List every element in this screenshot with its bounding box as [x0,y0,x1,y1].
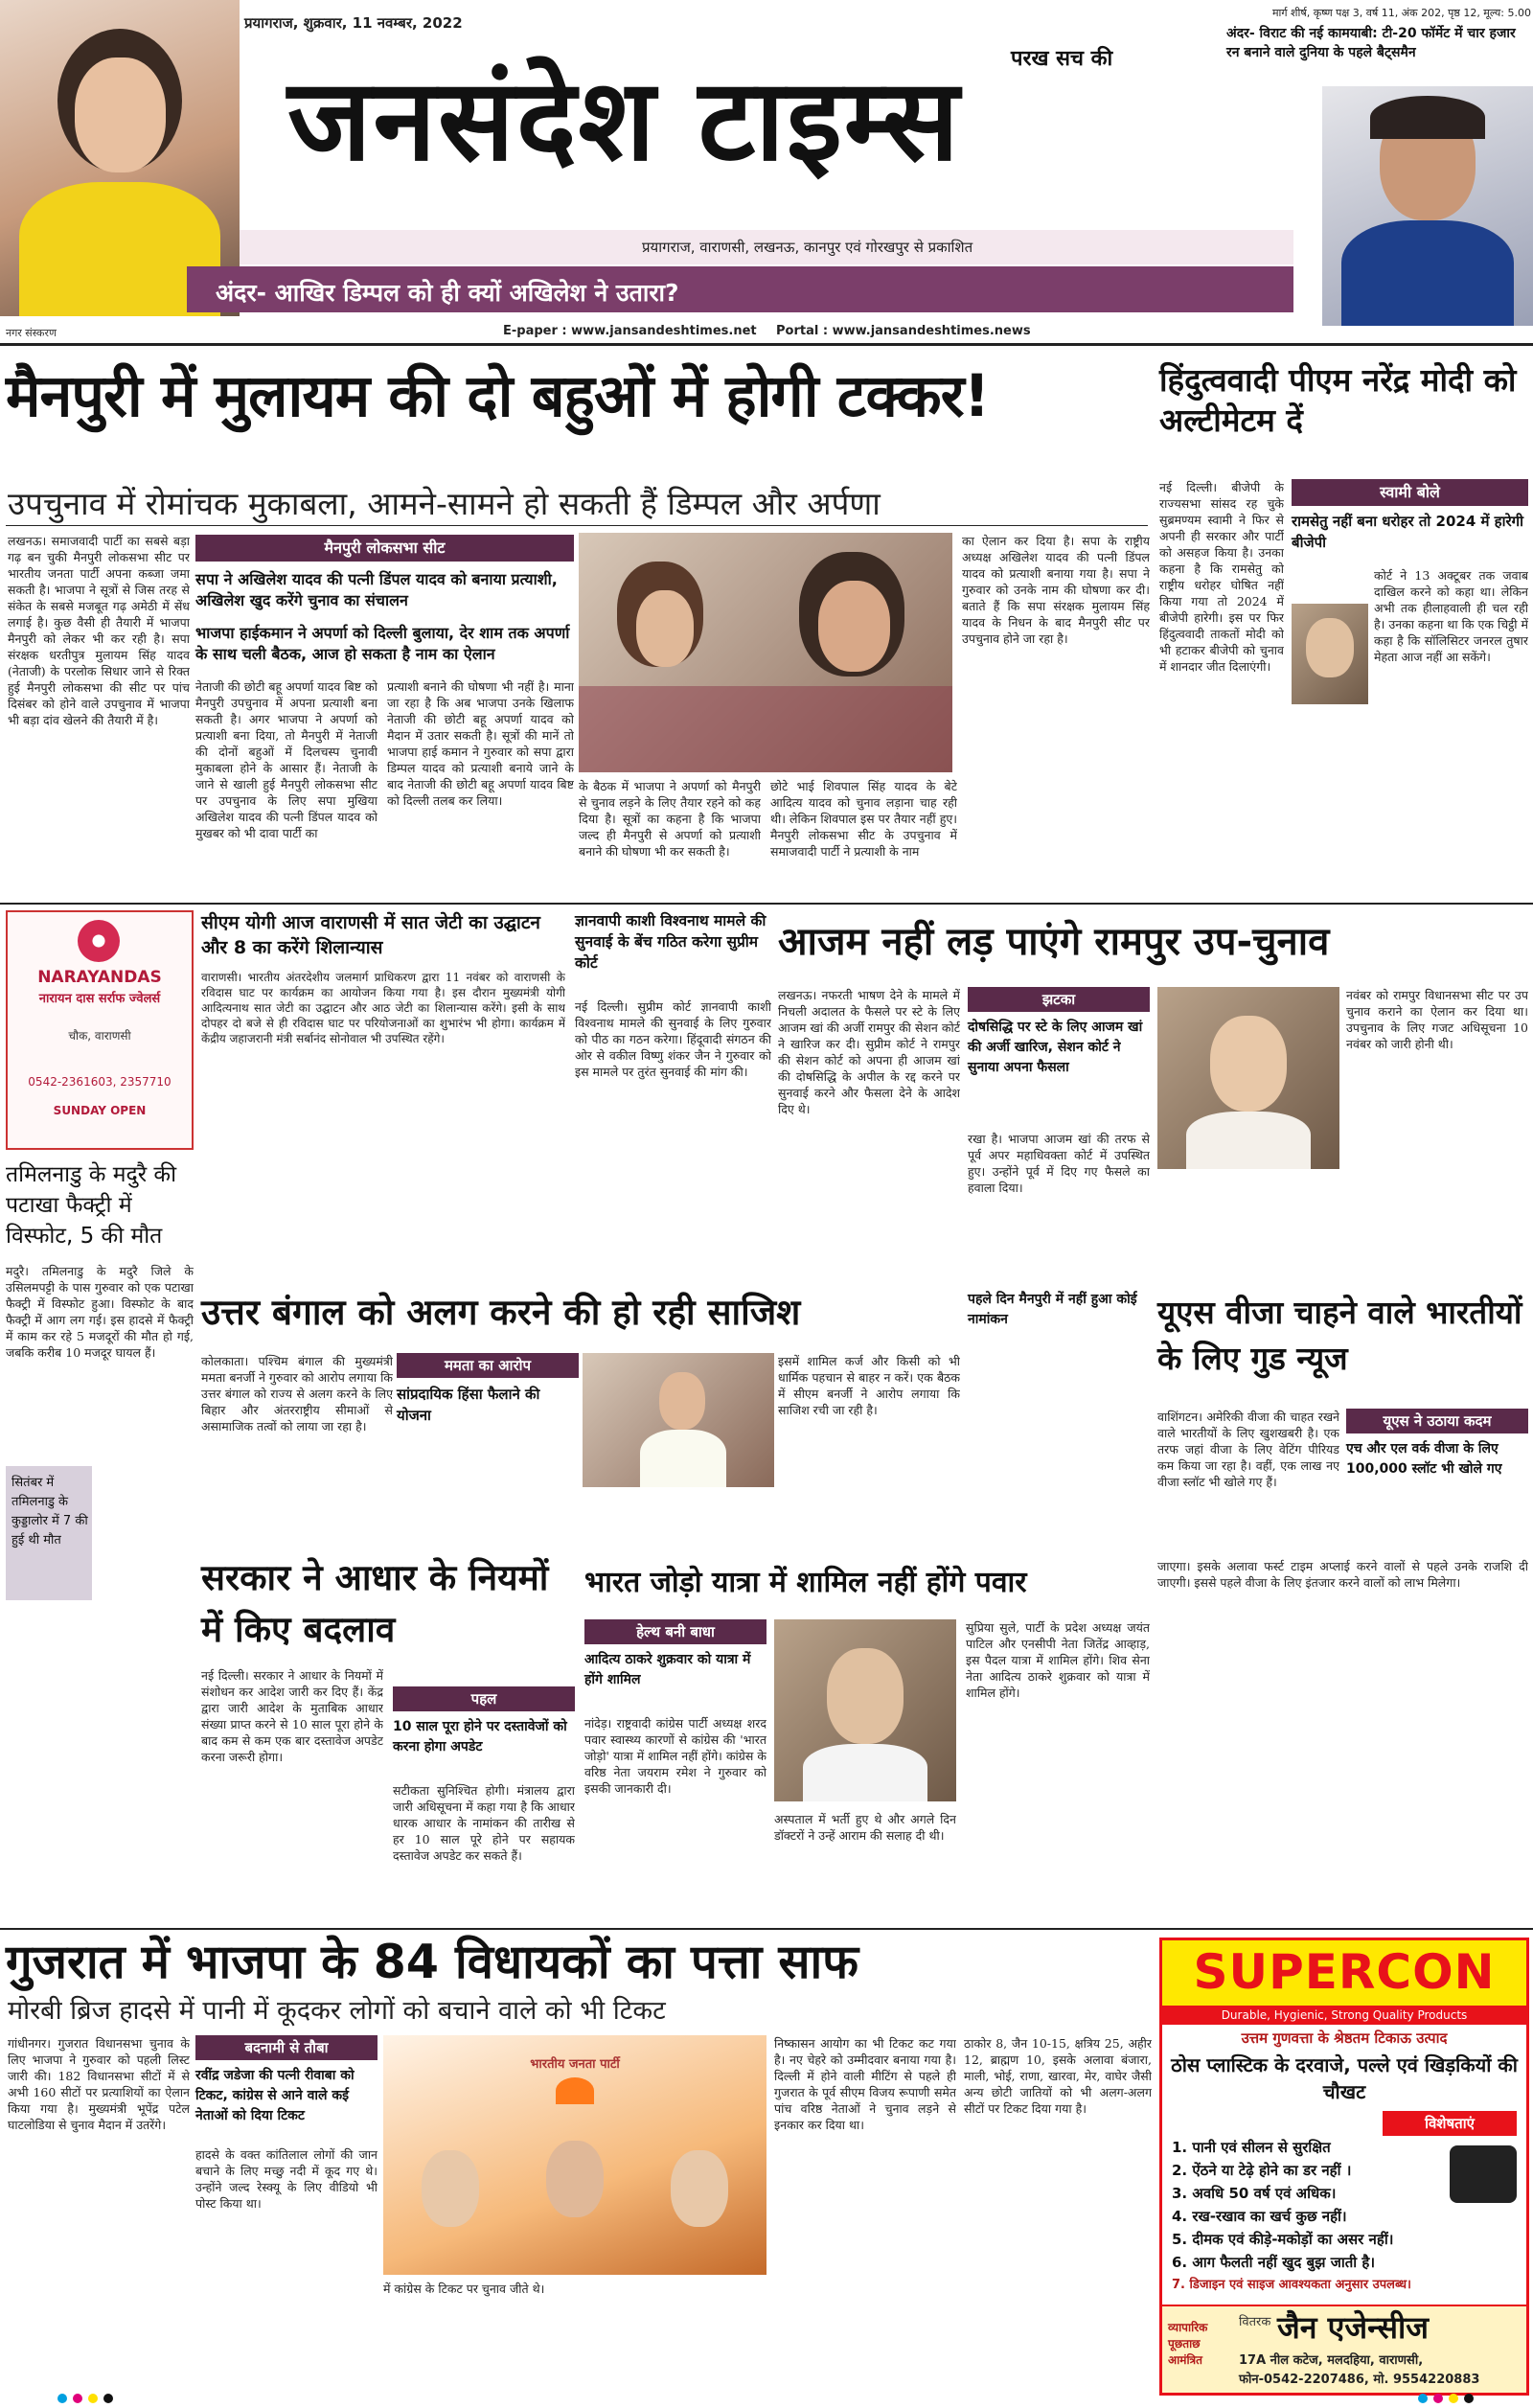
masthead-rule [0,343,1533,346]
narayandas-sunday: SUNDAY OPEN [53,1104,147,1117]
supercon-dealer-label: वितरक [1239,2315,1271,2329]
supercon-feature: 4. रख-रखाव का खर्च कुछ नहीं। [1172,2208,1347,2225]
tamil-side-box [6,1466,92,1600]
azam-label: झटका [968,987,1150,1012]
visa-kicker: एच और एल वर्क वीजा के लिए 100,000 स्लॉट भी खोले गए [1346,1441,1502,1477]
supercon-feature: 6. आग फैलती नहीं खुद बुझ जाती है। [1172,2254,1376,2271]
teaser-band-left [187,266,1293,312]
pawar-body-2: सुप्रिया सुले, पार्टी के प्रदेश अध्यक्ष जयंत पाटिल और एनसीपी नेता जितेंद्र आव्हाड़, इस पैदल यात्रा में शामिल होंगे। शिव सेना नेता आदित्य ठाकरे शुक्रवार को यात्रा में शामिल होंगे। [966,1620,1150,1700]
lead-subhead: उपचुनाव में रोमांचक मुकाबला, आमने-सामने हो सकती हैं डिम्पल और अर्पणा [8,485,881,522]
azam-body-3: नवंबर को रामपुर विधानसभा सीट पर उप चुनाव कराने का ऐलान कर दिया था। उपचुनाव के लिए गजट अधिसूचना 10 नवंबर को जारी होनी थी। [1346,988,1528,1051]
aadhaar-body: नई दिल्ली। सरकार ने आधार के नियमों में संशोधन कर आदेश जारी कर दिए हैं। केंद्र द्वारा जारी आदेश के मुताबिक आधार संख्या प्राप्त करने से 10 साल पूरा होने के बाद कम से कम एक बार दस्तावेज अपडेट करना जरूरी होगा। [201,1668,383,1764]
teaser-band-right [1226,24,1533,80]
bengal-headline: उत्तर बंगाल को अलग करने की हो रही साजिश [201,1292,801,1333]
supercon-brand-band [1162,1940,1526,2006]
masthead-title: जनसंदेश टाइम्स [287,54,961,186]
aadhaar-label: पहल [393,1686,575,1711]
supercon-tagline: Durable, Hygienic, Strong Quality Products [1162,2006,1526,2025]
pawar-kicker: आदित्य ठाकरे शुक्रवार को यात्रा में होंगे शामिल [584,1652,751,1687]
visa-body: वाशिंगटन। अमेरिकी वीजा की चाहत रखने वाले भारतीयों के लिए खुशखबरी है। एक तरफ जहां वीजा के लिए वेटिंग पीरियड कम किया जा रहा है। वहीं, एक लाख नए वीजा स्लॉट भी खोले गए हैं। [1157,1410,1339,1489]
teaser-right: अंदर- विराट की नई कामयाबी: टी-20 फॉर्मेट में चार हजार रन बनाने वाले दुनिया के पहले बैट्समैन [1226,26,1516,60]
edition-label: नगर संस्करण [6,327,57,339]
aadhaar-kicker: 10 साल पूरा होने पर दस्तावेजों को करना होगा अपडेट [393,1719,567,1754]
tamil-body: मदुरै। तमिलनाडु के मदुरै जिले के उसिलमपट्टी के पास गुरुवार को एक पटाखा फैक्ट्री में विस्फोट हुआ। विस्फोट के बाद फैक्ट्री में आग लग गई। इस हादसे में फैक्ट्री में काम कर रहे 5 मजदूरों की मौत हो गई, जबकि करीब 10 मजदूर घायल हैं। [6,1264,194,1360]
narayandas-name-en: NARAYANDAS [37,968,162,987]
bengal-label: ममता का आरोप [397,1353,579,1378]
supercon-feature: 1. पानी एवं सीलन से सुरक्षित [1172,2139,1331,2156]
teaser-left: अंदर- आखिर डिम्पल को ही क्यों अखिलेश ने उतारा? [216,279,679,307]
gujarat-col-2: हादसे के वक्त कांतिलाल लोगों की जान बचाने के लिए मच्छु नदी में कूद गए थे। उन्होंने जल्द रेस्क्यू के लिए वीडियो भी पोस्ट किया था। [195,2147,378,2211]
bengal-kicker: सांप्रदायिक हिंसा फैलाने की योजना [397,1386,540,1424]
epaper-link[interactable]: E-paper : www.jansandeshtimes.net [503,324,757,338]
print-registration-marks [57,2394,1476,2405]
pawar-body: नांदेड़। राष्ट्रवादी कांग्रेस पार्टी अध्यक्ष शरद पवार स्वास्थ्य कारणों से कांग्रेस की 'भारत जोड़ो' यात्रा में शामिल नहीं होंगे। कांग्रेस के वरिष्ठ नेता जयराम रमेश ने गुरुवार को इसकी जानकारी दी। [584,1716,766,1796]
masthead [0,0,1533,339]
bengal-body: कोलकाता। पश्चिम बंगाल की मुख्यमंत्री ममता बनर्जी ने गुरुवार को आरोप लगाया कि उत्तर बंगाल को राज्य से अलग करने के लिए बिहार और अंतरराष्ट्रीय सीमाओं से असामाजिक तत्वों को लाया जा रहा है। [201,1354,393,1433]
gujarat-label: बदनामी से तौबा [195,2035,378,2060]
narayandas-phone: 0542-2361603, 2357710 [28,1075,172,1089]
visa-body-2: जाएगा। इसके अलावा फर्स्ट टाइम अप्लाई करने वालों से पहले उनके राजशि दी जाएगी। इससे पहले वीजा के लिए इंतजार करने वालों को लाभ मिलेगा। [1157,1559,1528,1590]
supercon-title-1: उत्तम गुणवत्ता के श्रेष्ठतम टिकाऊ उत्पाद [1241,2030,1448,2047]
supercon-side-text: व्यापारिक पूछताछ आमंत्रित [1168,2321,1208,2367]
lotus-icon [556,2077,594,2104]
gujarat-col-4: ठाकोर 8, जैन 10-15, क्षत्रिय 25, अहीर 12, ब्राह्मण 10, इसके अलावा बंजारा, माली, भोई, राणा, खारवा, मेर, वाघेर जैसी अन्य छोटी जातियों को भी अलग-अलग सीटों पर टिकट दिया गया है। [964,2036,1152,2116]
lead-photo-caption: के बैठक में भाजपा ने अपर्णा को मैनपुरी से चुनाव लड़ने के लिए तैयार रहने को कह दिया है। सूत्रों का कहना है कि भाजपा जल्द ही मैनपुरी से अपर्णा को प्रत्याशी बनाने की घोषणा भी कर सकती है। [579,779,761,859]
azam-headline: आजम नहीं लड़ पाएंगे रामपुर उप-चुनाव [778,920,1330,964]
supercon-feature: 7. डिजाइन एवं साइज आवश्यकता अनुसार उपलब्ध। [1172,2278,1411,2292]
gujarat-subhead: मोरबी ब्रिज हादसे में पानी में कूदकर लोगों को बचाने वाले को भी टिकट [8,1996,666,2026]
pawar-headline: भारत जोड़ो यात्रा में शामिल नहीं होंगे पवार [584,1566,1027,1599]
swamy-photo [1292,604,1368,704]
cities-text: प्रयागराज, वाराणसी, लखनऊ, कानपुर एवं गोरखपुर से प्रकाशित [642,239,973,256]
gyanvapi-headline: ज्ञानवापी काशी विश्वनाथ मामले की सुनवाई के बेंच गठित करेगा सुप्रीम कोर्ट [575,912,766,972]
modi-label: स्वामी बोले [1292,479,1528,506]
issue-info: मार्ग शीर्ष, कृष्ण पक्ष 3, वर्ष 11, अंक 202, पृष्ठ 12, मूल्य: 5.00 [1271,7,1531,19]
lead-col-2: नेताजी की छोटी बहू अपर्णा यादव बिष्ट को मैनपुरी उपचुनाव में अपना प्रत्याशी बना सकती है। अगर भाजपा ने अपर्णा को प्रत्याशी बना दिया, तो मैनपुरी में नेताजी की दोनों बहुओं में दिलचस्प चुनावी मुकाबला होने के आसार हैं। नेताजी के जाने से खाली हुई मैनपुरी लोकसभा सीट पर उपचुनाव के लिए सपा मुखिया अखिलेश यादव की पत्नी डिंपल यादव को मुखबर को भी दावा पार्टी का [195,679,378,840]
azam-sub-kicker: पहले दिन मैनपुरी में नहीं हुआ कोई नामांकन [968,1292,1137,1327]
modi-quote: रामसेतु नहीं बना धरोहर तो 2024 में हारेगी बीजेपी [1292,513,1523,551]
supercon-feature: 2. ऐंठने या टेढ़े होने का डर नहीं । [1172,2162,1352,2179]
gujarat-col-1: गांधीनगर। गुजरात विधानसभा चुनाव के लिए भाजपा ने गुरुवार को पहली लिस्ट जारी की। 182 विधानसभा सीटों में से अभी 160 सीटों पर प्रत्याशियों का ऐलान किया गया है। मुख्यमंत्री भूपेंद्र पटेल घाटलोडिया से चुनाव मैदान में उतरेंगे। [8,2036,190,2132]
portal-link[interactable]: Portal : www.jansandeshtimes.news [776,324,1031,338]
modi-col-1: नई दिल्ली। बीजेपी के राज्यसभा सांसद रह चुके सुब्रमण्यम स्वामी ने फिर से अपनी ही सरकार और पार्टी को असहज किया है। उनका कहना है कि रामसेतु को राष्ट्रीय धरोहर घोषित नहीं किया गया तो 2024 में बीजेपी हारेगी। इस पर फिर हिंदुत्ववादी ताकतों मोदी को भी हटाकर बीजेपी को चुनाव में शानदार जीत दिलाएंगी। [1159,480,1284,674]
visa-label: यूएस ने उठाया कदम [1346,1409,1528,1433]
gyanvapi-body: नई दिल्ली। सुप्रीम कोर्ट ज्ञानवापी काशी विश्वनाथ मामले की सुनवाई के लिए गुरुवार को पीठ का गठन करेगा। हिंदूवादी संगठन की ओर से वकील विष्णु शंकर जैन ने गुरुवार को इस मामले पर तुरंत सुनवाई की मांग की। [575,999,771,1079]
azam-body-2: रखा है। भाजपा आजम खां की तरफ से पूर्व अपर महाधिवक्ता कोर्ट में उपस्थित हुए। उन्होंने पूर्व में दिए गए फैसले का हवाला दिया। [968,1132,1150,1195]
dateline: प्रयागराज, शुक्रवार, 11 नवम्बर, 2022 [244,14,463,32]
gujarat-party-banner: भारतीय जनता पार्टी [530,2057,620,2072]
aadhaar-headline: सरकार ने आधार के नियमों में किए बदलाव [201,1557,549,1650]
supercon-feature: 5. दीमक एवं कीड़े-मकोड़ों का असर नहीं। [1172,2231,1394,2248]
lead-rule [6,525,1148,526]
pawar-caption: अस्पताल में भर्ती हुए थे और अगले दिन डॉक्टरों ने उन्हें आराम की सलाह दी थी। [774,1812,956,1843]
tamil-headline: तमिलनाडु के मदुरै की पटाखा फैक्ट्री में विस्फोट, 5 की मौत [6,1162,177,1249]
gujarat-photo-caption: में कांग्रेस के टिकट पर चुनाव जीते थे। [383,2282,545,2296]
cities-band [240,230,1293,264]
azam-kicker: दोषसिद्धि पर स्टे के लिए आजम खां की अर्जी खारिज, सेशन कोर्ट ने सुनाया अपना फैसला [968,1020,1143,1075]
lead-kicker-1: सपा ने अखिलेश यादव की पत्नी डिंपल यादव को बनाया प्रत्याशी, अखिलेश खुद करेंगे चुनाव का संचालन [195,570,558,609]
narayandas-ad [6,910,194,1150]
supercon-dealer-band [1162,2305,1526,2393]
yogi-headline: सीएम योगी आज वाराणसी में सात जेटी का उद्घाटन और 8 का करेंगे शिलान्यास [201,912,540,958]
supercon-features-label: विशेषताएं [1383,2111,1517,2136]
gujarat-kicker: रवींद्र जडेजा की पत्नी रीवाबा को टिकट, कांग्रेस से आने वाले कई नेताओं को दिया टिकट [195,2068,355,2123]
gujarat-headline: गुजरात में भाजपा के 84 विधायकों का पत्ता साफ [6,1935,859,1989]
lead-section-label: मैनपुरी लोकसभा सीट [195,535,574,562]
lead-photo [579,533,952,772]
gujarat-col-3: निष्कासन आयोग का भी टिकट कट गया है। नए चेहरे को उम्मीदवार बनाया गया है। दिल्ली में होने वाली मीटिंग से पहले ही गुजरात के पूर्व सीएम विजय रूपाणी समेत पांच वरिष्ठ नेताओं ने चुनाव लड़ने से इनकार कर दिया था। [774,2036,956,2132]
supercon-ad [1159,1938,1529,2396]
supercon-dealer-address: 17A नील कटेज, मलदहिया, वाराणसी, [1239,2353,1424,2368]
tagline: परख सच की [1011,47,1113,71]
pawar-photo [774,1619,956,1801]
modi-headline: हिंदुत्ववादी पीएम नरेंद्र मोदी को अल्टीमेटम दें [1159,361,1517,439]
masthead-portrait-right [1322,86,1533,326]
lead-col-6: का ऐलान कर दिया है। सपा के राष्ट्रीय अध्यक्ष अखिलेश यादव की पत्नी डिंपल यादव को प्रत्याशी बनाया गया है। सपा ने गुरुवार को उनके नाम की घोषणा कर दी। बताते हैं कि सपा संरक्षक मुलायम सिंह यादव के निधन के बाद मैनपुरी सीट पर उपचुनाव होने जा रहा है। [962,534,1150,646]
tamil-side-text: सितंबर में तमिलनाडु के कुड्डालोर में 7 की हुई थी मौत [11,1476,88,1548]
supercon-brand: SUPERCON [1193,1944,1496,2000]
lead-col-3: प्रत्याशी बनाने की घोषणा भी नहीं है। माना जा रहा है कि अब भाजपा उनके खिलाफ नेताजी की छोटी बहू अपर्णा यादव को मैदान में उतार सकती है। सूत्रों की मानें तो भाजपा हाई कमान ने गुरुवार को सपा द्वारा डिम्पल यादव को प्रत्याशी बनाये जाने के बाद नेताजी की छोटी बहू अपर्णा यादव बिष्ट को दिल्ली तलब कर लिया। [387,679,574,808]
make-in-india-lion-icon [1450,2145,1517,2203]
lead-col-5: छोटे भाई शिवपाल सिंह यादव के बेटे आदित्य यादव को चुनाव लड़ाना चाह रही थी। लेकिन शिवपाल इस पर तैयार नहीं हुए। मैनपुरी लोकसभा सीट के उपचुनाव में समाजवादी पार्टी ने प्रत्याशी के नाम [770,779,957,859]
supercon-dealer: जैन एजेन्सीज [1277,2309,1430,2346]
azam-body-1: लखनऊ। नफरती भाषण देने के मामले में निचली अदालत के फैसले पर स्टे के लिए आजम खां की अर्जी रामपुर की सेशन कोर्ट ने खारिज कर दी। सुप्रीम कोर्ट ने रामपुर की सेशन कोर्ट को अपना ही आजम खां की दोषसिद्धि के अपील के रद्द करने पर सुनवाई करने और फैसला देने के आदेश दिए थे। [778,988,960,1116]
aadhaar-body-2: सटीकता सुनिश्चित होगी। मंत्रालय द्वारा जारी अधिसूचना में कहा गया है कि आधार धारक आधार के नामांकन की तारीख से हर 10 साल पूरे होने पर सहायक दस्तावेज अपडेट कर सकते हैं। [393,1783,575,1863]
row2-bottom-rule [0,1928,1533,1930]
yogi-body: वाराणसी। भारतीय अंतरदेशीय जलमार्ग प्राधिकरण द्वारा 11 नवंबर को वाराणसी के रविदास घाट पर कार्यक्रम का आयोजन किया गया है। इस दौरान मुख्यमंत्री योगी आदित्यनाथ सात जेटी का उद्घाटन और आठ जेटी का शिलान्यास करेंगे। इसी के साथ दोपहर दो बजे से ही रविदास घाट पर परियोजनाओं का शुभारंभ भी होगा। कार्यक्रम में केंद्रीय जहाजरानी मंत्री सर्बानंद सोनोवाल भी उपस्थित रहेंगे। [201,971,565,1045]
pawar-label: हेल्थ बनी बाधा [584,1619,766,1644]
lead-kicker-2: भाजपा हाईकमान ने अपर्णा को दिल्ली बुलाया, देर शाम तक अपर्णा के साथ चली बैठक, आज हो सकता है नाम का ऐलान [195,624,570,663]
lead-headline: मैनपुरी में मुलायम की दो बहुओं में होगी टक्कर! [6,362,990,430]
azam-photo [1157,987,1339,1169]
narayandas-name-hi: नारायन दास सर्राफ ज्वेलर्स [38,992,161,1006]
narayandas-address: चौक, वाराणसी [68,1029,131,1043]
visa-headline: यूएस वीजा चाहने वाले भारतीयों के लिए गुड न्यूज [1157,1294,1522,1377]
lead-col-1: लखनऊ। समाजवादी पार्टी का सबसे बड़ा गढ़ बन चुकी मैनपुरी लोकसभा सीट पर भारतीय जनता पार्टी अपना कब्जा जमा सकती है। भाजपा ने सूत्रों से जिस तरह से संकेत के सबसे मजबूत गढ़ अमेठी में सेंध लगाई है। कुछ वैसी ही तैयारी में भाजपा मैनपुरी को लेकर भी कर रही है। सपा संरक्षक धरतीपुत्र मुलायम सिंह यादव (नेताजी) के परलोक सिधार जाने से रिक्त हुई मैनपुरी लोकसभा की सीट पर पांच दिसंबर को होने वाले उपचुनाव में भाजपा भी बड़ा दांव खेलने की तैयारी में है। [8,534,190,727]
lead-bottom-rule [0,903,1533,905]
supercon-title-2: ठोस प्लास्टिक के दरवाजे, पल्ले एवं खिड़कियों की चौखट [1171,2053,1518,2103]
supercon-dealer-phone: फोन-0542-2207486, मो. 9554220883 [1239,2373,1480,2387]
modi-col-2: कोर्ट ने 13 अक्टूबर तक जवाब दाखिल करने को कहा था। लेकिन अभी तक हीलाहवाली ही चल रही है। उनका कहना था कि एक चिट्ठी में कहा है कि सॉलिसिटर जनरल तुषार मेहता आज नहीं आ सकेंगे। [1374,568,1528,664]
supercon-feature: 3. अवधि 50 वर्ष एवं अधिक। [1172,2185,1337,2202]
bengal-body-2: इसमें शामिल कर्ज और किसी को भी धार्मिक पहचान से बाहर न करें। एक बैठक में सीएम बनर्जी ने आरोप लगाया कि साजिश रची जा रही है। [778,1354,960,1417]
flower-icon [78,920,120,962]
mamata-photo [583,1353,774,1487]
gujarat-photo [383,2035,766,2275]
